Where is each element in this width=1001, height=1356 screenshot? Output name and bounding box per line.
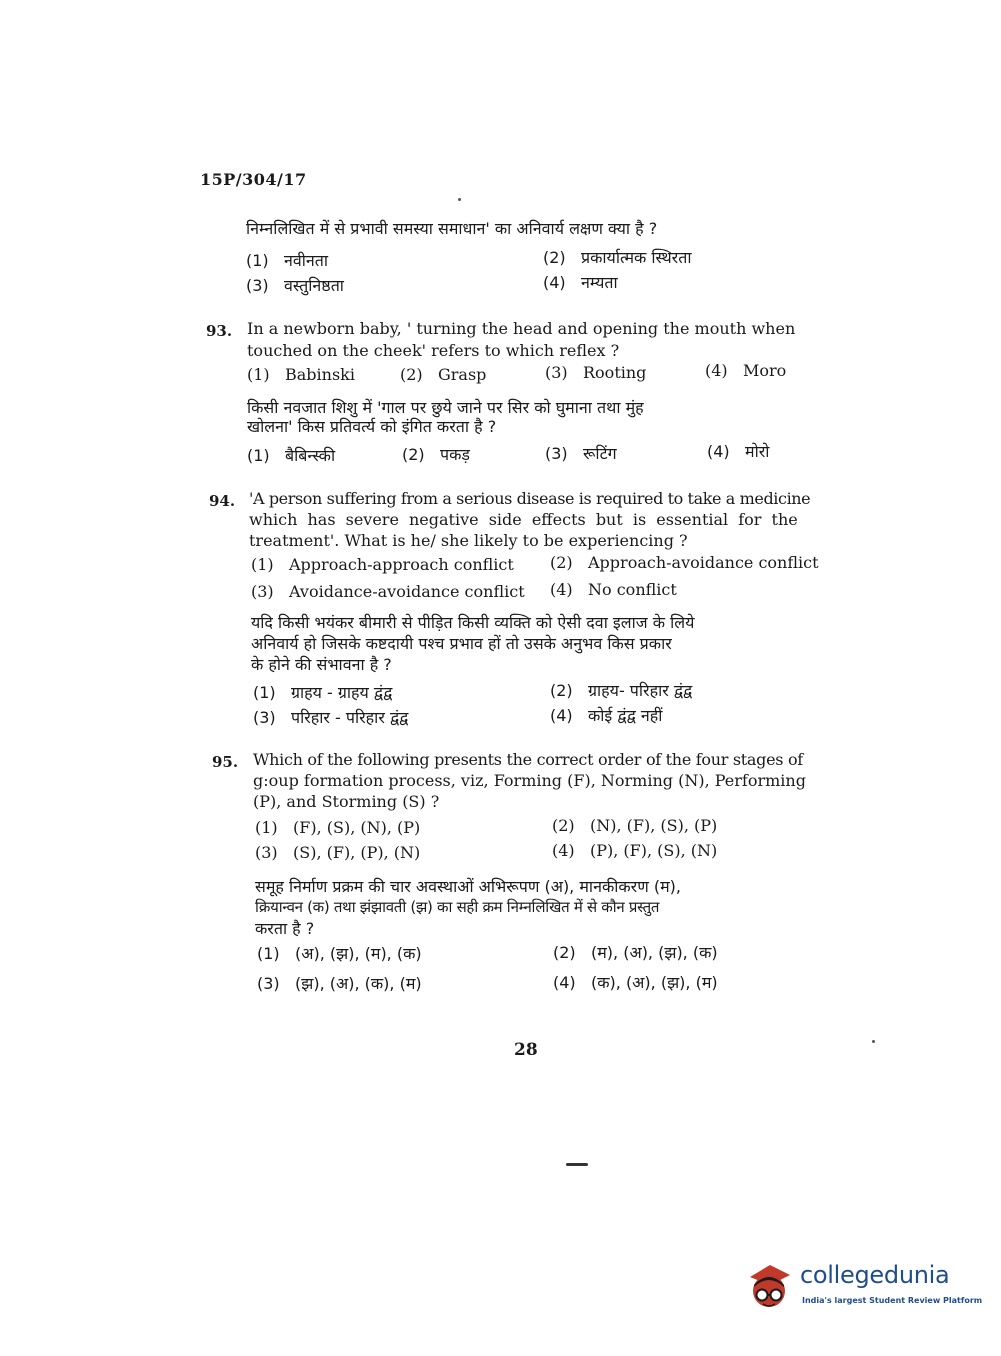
q94-option-3: (3) Avoidance-avoidance conflict [251, 582, 525, 601]
q95-hindi-line-3: करता है ? [255, 919, 315, 938]
q94-hindi-option-4: (4) कोई द्वंद्व नहीं [550, 706, 663, 725]
q94-hindi-line-1: यदि किसी भयंकर बीमारी से पीड़ित किसी व्यक्ति को ऐसी दवा इलाज के लिये [251, 613, 695, 632]
q94-option-4: (4) No conflict [550, 580, 677, 599]
q92-hindi-option-2: (2) प्रकार्यात्मक स्थिरता [543, 248, 692, 267]
q93-option-1: (1) Babinski [247, 365, 355, 384]
q93-hindi-option-4: (4) मोरो [707, 442, 770, 461]
q94-option-2: (2) Approach-avoidance conflict [550, 553, 819, 572]
mascot-icon [744, 1255, 800, 1315]
q95-stem-line-3: (P), and Storming (S) ? [253, 792, 440, 811]
q92-hindi-option-4: (4) नम्यता [543, 273, 618, 292]
scan-mark [566, 1163, 588, 1166]
q93-stem-line-1: In a newborn baby, ' turning the head and opening the mouth when [247, 319, 796, 338]
q93-hindi-option-1: (1) बैबिन्स्की [247, 446, 336, 465]
q95-hindi-line-2: क्रियान्वन (क) तथा झंझावती (झ) का सही क्रम निम्नलिखित में से कौन प्रस्तुत [255, 898, 660, 916]
q94-hindi-option-2: (2) ग्राहय- परिहार द्वंद्व [550, 681, 693, 700]
q94-hindi-option-3: (3) परिहार - परिहार द्वंद्व [253, 708, 409, 727]
q93-option-3: (3) Rooting [545, 363, 647, 382]
q94-hindi-option-1: (1) ग्राहय - ग्राहय द्वंद्व [253, 683, 393, 702]
brand-name: collegedunia [800, 1261, 950, 1289]
q93-hindi-line-2: खोलना' किस प्रतिवर्त्य को इंगित करता है ? [247, 417, 497, 436]
q94-stem-line-3: treatment'. What is he/ she likely to be experiencing ? [249, 531, 688, 550]
q94-option-1: (1) Approach-approach conflict [251, 555, 514, 574]
q95-hindi-line-1: समूह निर्माण प्रक्रम की चार अवस्थाओं अभिरूपण (अ), मानकीकरण (म), [255, 877, 682, 896]
collegedunia-logo [744, 1255, 983, 1315]
q93-option-4: (4) Moro [705, 361, 787, 380]
q95-option-1: (1) (F), (S), (N), (P) [255, 818, 421, 837]
q94-hindi-line-3: के होने की संभावना है ? [251, 655, 392, 674]
q95-hindi-option-3: (3) (झ), (अ), (क), (म) [257, 974, 422, 993]
q93-stem-line-2: touched on the cheek' refers to which reflex ? [247, 341, 620, 360]
q95-option-3: (3) (S), (F), (P), (N) [255, 843, 421, 862]
q93-hindi-option-2: (2) पकड़ [402, 445, 470, 464]
q93-hindi-option-3: (3) रूटिंग [545, 444, 617, 463]
q95-number: 95. [212, 753, 239, 771]
q95-hindi-option-4: (4) (क), (अ), (झ), (म) [553, 973, 718, 992]
q92-hindi-stem: निम्नलिखित में से प्रभावी समस्या समाधान' का अनिवार्य लक्षण क्या है ? [246, 219, 658, 238]
q95-hindi-option-1: (1) (अ), (झ), (म), (क) [257, 944, 422, 963]
q94-hindi-line-2: अनिवार्य हो जिसके कष्टदायी पश्च प्रभाव हों तो उसके अनुभव किस प्रकार [251, 634, 672, 653]
q92-hindi-option-1: (1) नवीनता [246, 251, 329, 270]
speck [458, 198, 461, 201]
q92-hindi-option-3: (3) वस्तुनिष्ठता [246, 276, 344, 295]
q95-stem-line-2: g:oup formation process, viz, Forming (F), Norming (N), Performing [253, 771, 806, 790]
q95-option-2: (2) (N), (F), (S), (P) [552, 816, 718, 835]
q95-stem-line-1: Which of the following presents the correct order of the four stages of [253, 750, 803, 769]
q95-hindi-option-2: (2) (म), (अ), (झ), (क) [553, 943, 718, 962]
q95-option-4: (4) (P), (F), (S), (N) [552, 841, 718, 860]
paper-code: 15P/304/17 [200, 170, 307, 189]
brand-tagline: India's largest Student Review Platform [802, 1296, 983, 1305]
q94-stem-line-1: 'A person suffering from a serious disease is required to take a medicine [249, 489, 811, 508]
q93-hindi-line-1: किसी नवजात शिशु में 'गाल पर छुये जाने पर सिर को घुमाना तथा मुंह [247, 398, 644, 417]
q94-number: 94. [209, 492, 236, 510]
page-number: 28 [514, 1040, 538, 1060]
q93-option-2: (2) Grasp [400, 365, 487, 384]
q94-stem-line-2: which has severe negative side effects but is essential for the [249, 510, 798, 529]
speck [872, 1040, 875, 1043]
q93-number: 93. [206, 322, 233, 340]
